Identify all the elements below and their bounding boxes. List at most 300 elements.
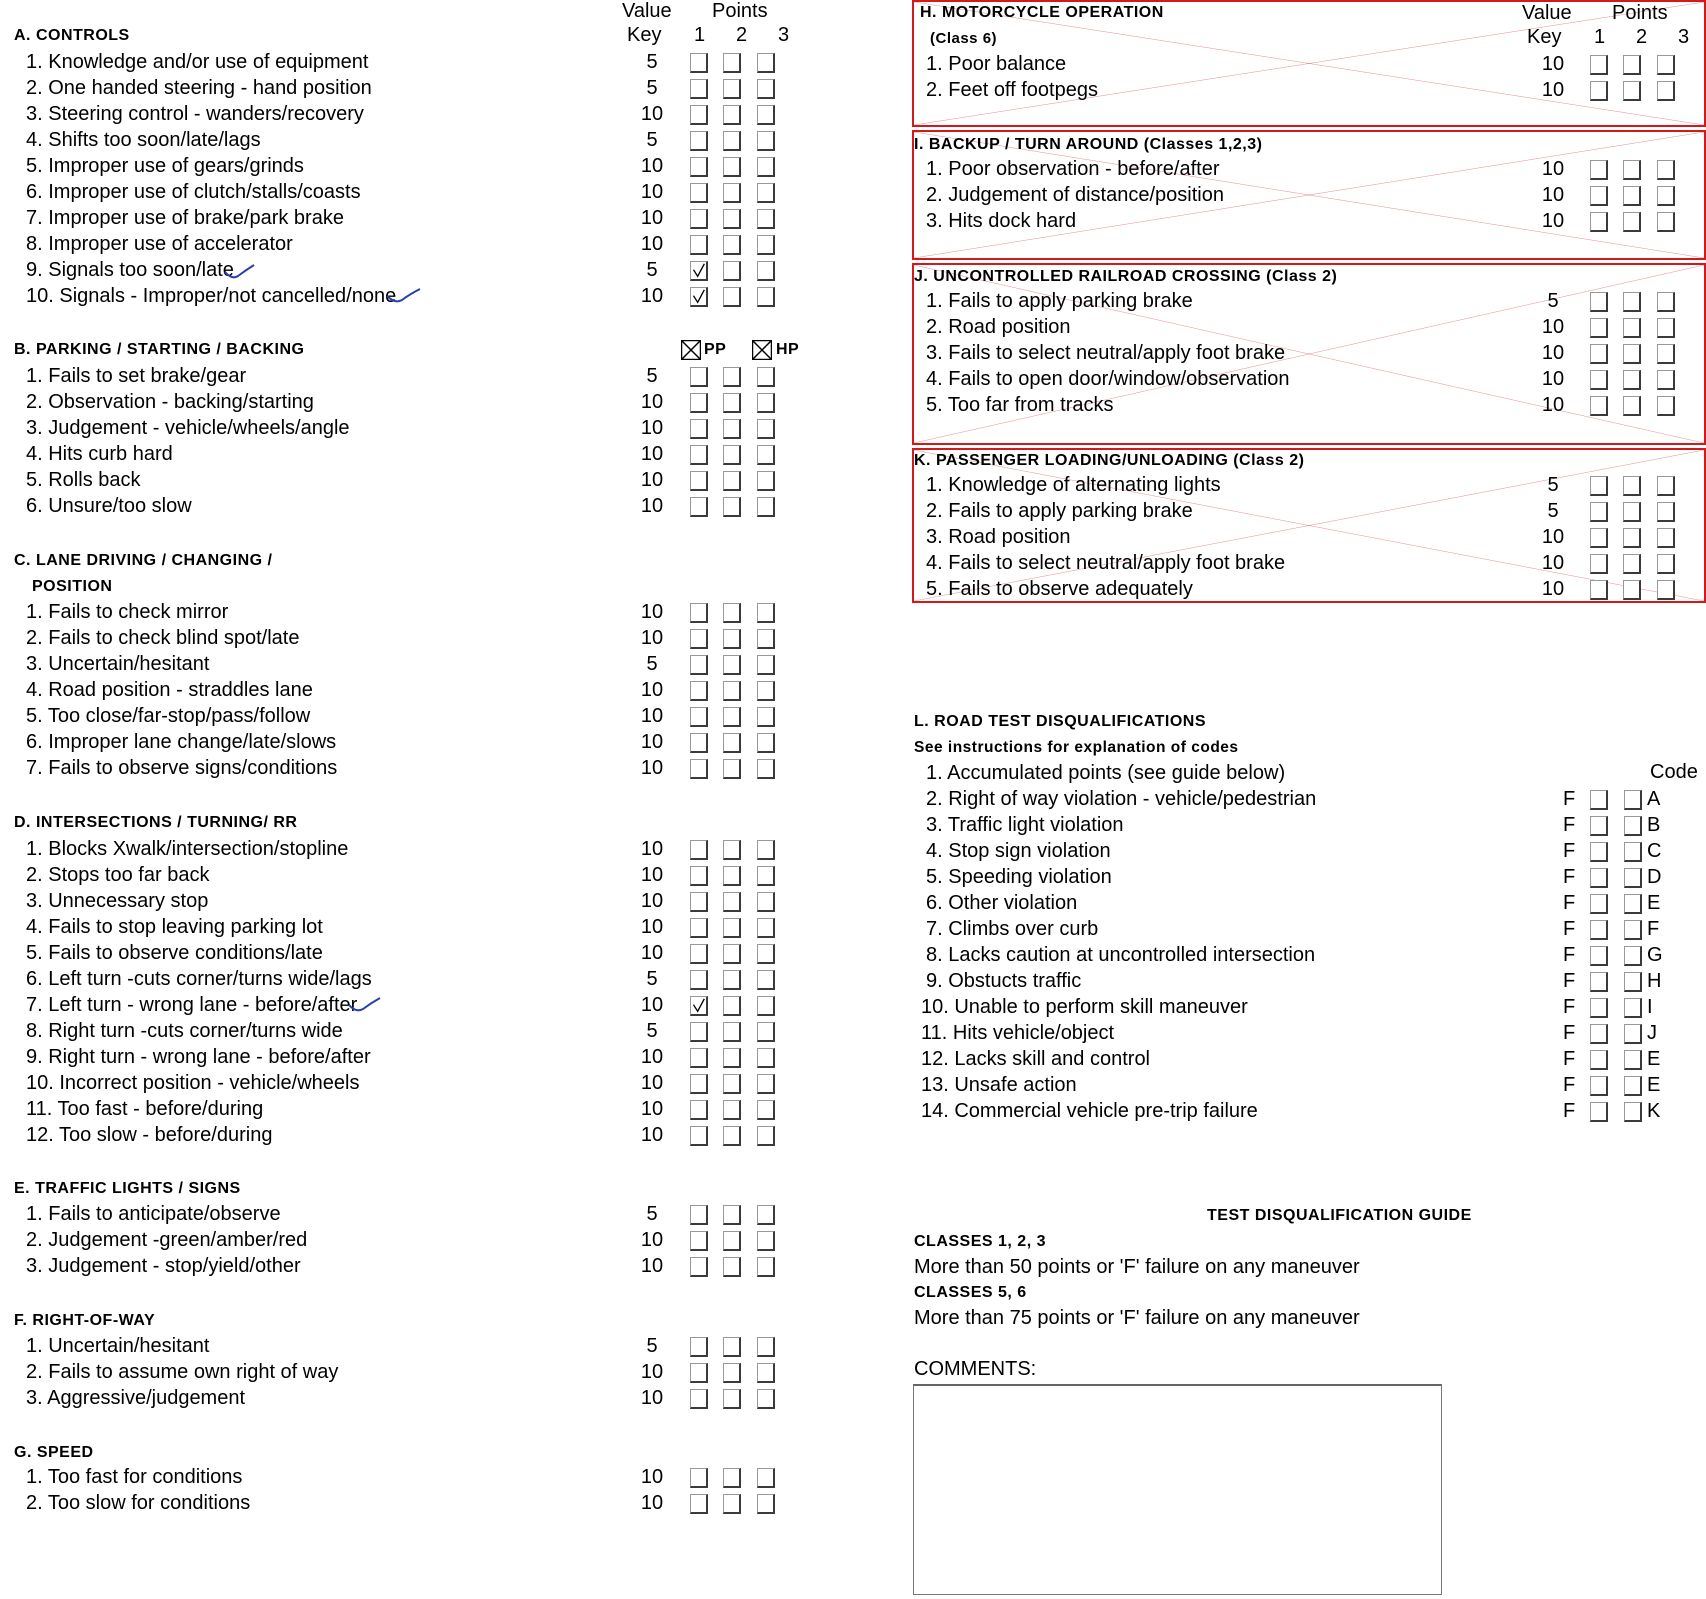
point-3-checkbox[interactable] xyxy=(757,681,775,701)
point-3-checkbox[interactable] xyxy=(1657,344,1675,364)
point-1-checkbox[interactable] xyxy=(1590,160,1608,180)
point-1-checkbox[interactable] xyxy=(690,1389,708,1409)
point-1-checkbox[interactable] xyxy=(1590,344,1608,364)
section-f-title: F. RIGHT-OF-WAY xyxy=(14,1312,156,1329)
point-2-checkbox[interactable] xyxy=(723,733,741,753)
point-1-checkbox[interactable] xyxy=(690,393,708,413)
point-2-checkbox[interactable] xyxy=(723,131,741,151)
point-2-checkbox[interactable] xyxy=(723,471,741,491)
point-1-checkbox[interactable] xyxy=(690,707,708,727)
item-label: 11. Too fast - before/during xyxy=(26,1098,264,1120)
point-2-checkbox[interactable] xyxy=(723,866,741,886)
value-key: 10 xyxy=(640,1361,664,1383)
value-key: 10 xyxy=(640,495,664,517)
point-1-checkbox[interactable] xyxy=(690,759,708,779)
code-checkbox[interactable] xyxy=(1624,998,1642,1018)
code-letter: D xyxy=(1647,866,1662,888)
point-3-checkbox[interactable] xyxy=(757,105,775,125)
point-1-checkbox[interactable] xyxy=(690,419,708,439)
point-3-checkbox[interactable] xyxy=(757,759,775,779)
item-label: 5. Fails to observe conditions/late xyxy=(26,942,323,964)
item-label: 8. Right turn -cuts corner/turns wide xyxy=(26,1020,343,1042)
value-key: 10 xyxy=(1541,552,1565,574)
point-3-checkbox[interactable] xyxy=(757,393,775,413)
item-label: 2. Feet off footpegs xyxy=(926,79,1098,101)
point-3-checkbox[interactable] xyxy=(757,1100,775,1120)
section-e-title: E. TRAFFIC LIGHTS / SIGNS xyxy=(14,1180,241,1197)
code-checkbox[interactable] xyxy=(1624,790,1642,810)
code-letter: K xyxy=(1647,1100,1661,1122)
value-key: 10 xyxy=(640,1229,664,1251)
point-3-checkbox[interactable] xyxy=(757,866,775,886)
item-label: 1. Fails to check mirror xyxy=(26,601,229,623)
point-3-checkbox[interactable] xyxy=(757,235,775,255)
code-letter: G xyxy=(1647,944,1663,966)
point-3-checkbox[interactable] xyxy=(757,53,775,73)
point-2-checkbox[interactable] xyxy=(1623,502,1641,522)
point-1-checkbox[interactable] xyxy=(1590,186,1608,206)
point-3-checkbox[interactable] xyxy=(757,497,775,517)
point-1-checkbox[interactable] xyxy=(690,131,708,151)
value-key: 10 xyxy=(640,1492,664,1514)
section-c-title-line2: POSITION xyxy=(32,578,113,595)
left-point-1-header: 1 xyxy=(694,24,706,46)
point-2-checkbox[interactable] xyxy=(723,603,741,623)
item-label: 3. Road position xyxy=(926,526,1071,548)
point-2-checkbox[interactable] xyxy=(723,1257,741,1277)
point-3-checkbox[interactable] xyxy=(1657,186,1675,206)
code-checkbox[interactable] xyxy=(1624,972,1642,992)
point-1-checkbox[interactable] xyxy=(690,235,708,255)
code-checkbox[interactable] xyxy=(1624,1050,1642,1070)
point-1-checkbox[interactable] xyxy=(1590,55,1608,75)
point-1-checkbox[interactable] xyxy=(690,996,708,1016)
code-checkbox[interactable] xyxy=(1624,894,1642,914)
point-1-checkbox[interactable] xyxy=(1590,502,1608,522)
section-h-subtitle: (Class 6) xyxy=(930,30,998,47)
point-1-checkbox[interactable] xyxy=(690,1494,708,1514)
point-1-checkbox[interactable] xyxy=(690,105,708,125)
point-2-checkbox[interactable] xyxy=(723,1100,741,1120)
code-checkbox[interactable] xyxy=(1624,920,1642,940)
fail-checkbox[interactable] xyxy=(1590,972,1608,992)
point-1-checkbox[interactable] xyxy=(690,1205,708,1225)
point-3-checkbox[interactable] xyxy=(757,1468,775,1488)
section-g-title: G. SPEED xyxy=(14,1444,94,1461)
item-label: 5. Improper use of gears/grinds xyxy=(26,155,304,177)
point-2-checkbox[interactable] xyxy=(723,1126,741,1146)
fail-checkbox[interactable] xyxy=(1590,998,1608,1018)
right-point-3-header: 3 xyxy=(1678,26,1690,48)
point-3-checkbox[interactable] xyxy=(757,287,775,307)
point-2-checkbox[interactable] xyxy=(723,1494,741,1514)
fail-marker: F xyxy=(1563,840,1576,862)
point-3-checkbox[interactable] xyxy=(757,79,775,99)
value-key: 10 xyxy=(640,864,664,886)
point-3-checkbox[interactable] xyxy=(1657,502,1675,522)
fail-checkbox[interactable] xyxy=(1590,816,1608,836)
point-2-checkbox[interactable] xyxy=(723,996,741,1016)
item-label: 3. Judgement - stop/yield/other xyxy=(26,1255,301,1277)
item-label: 2. Fails to assume own right of way xyxy=(26,1361,339,1383)
point-2-checkbox[interactable] xyxy=(723,918,741,938)
value-key: 5 xyxy=(646,129,658,151)
point-3-checkbox[interactable] xyxy=(1657,212,1675,232)
point-3-checkbox[interactable] xyxy=(757,367,775,387)
code-letter: F xyxy=(1647,918,1660,940)
point-2-checkbox[interactable] xyxy=(1623,160,1641,180)
fail-checkbox[interactable] xyxy=(1590,894,1608,914)
point-3-checkbox[interactable] xyxy=(757,157,775,177)
point-3-checkbox[interactable] xyxy=(1657,55,1675,75)
fail-marker: F xyxy=(1563,944,1576,966)
point-2-checkbox[interactable] xyxy=(1623,344,1641,364)
point-3-checkbox[interactable] xyxy=(1657,580,1675,600)
point-3-checkbox[interactable] xyxy=(757,1494,775,1514)
disqualification-label: 9. Obstucts traffic xyxy=(926,970,1082,992)
item-label: 2. Stops too far back xyxy=(26,864,210,886)
point-2-checkbox[interactable] xyxy=(723,287,741,307)
point-1-checkbox[interactable] xyxy=(690,445,708,465)
point-3-checkbox[interactable] xyxy=(757,840,775,860)
point-1-checkbox[interactable] xyxy=(690,157,708,177)
value-key: 10 xyxy=(1541,578,1565,600)
fail-checkbox[interactable] xyxy=(1590,946,1608,966)
point-3-checkbox[interactable] xyxy=(1657,476,1675,496)
point-1-checkbox[interactable] xyxy=(690,1231,708,1251)
point-3-checkbox[interactable] xyxy=(757,209,775,229)
point-2-checkbox[interactable] xyxy=(1623,318,1641,338)
point-1-checkbox[interactable] xyxy=(690,1363,708,1383)
fail-checkbox[interactable] xyxy=(1590,1076,1608,1096)
point-2-checkbox[interactable] xyxy=(723,1022,741,1042)
point-2-checkbox[interactable] xyxy=(1623,476,1641,496)
item-label: 9. Right turn - wrong lane - before/after xyxy=(26,1046,371,1068)
left-value-header: Value xyxy=(622,0,672,22)
item-label: 4. Road position - straddles lane xyxy=(26,679,313,701)
pp-checked-box[interactable] xyxy=(681,340,701,360)
point-2-checkbox[interactable] xyxy=(1623,580,1641,600)
point-1-checkbox[interactable] xyxy=(690,603,708,623)
point-2-checkbox[interactable] xyxy=(723,235,741,255)
point-1-checkbox[interactable] xyxy=(690,944,708,964)
fail-checkbox[interactable] xyxy=(1590,920,1608,940)
point-3-checkbox[interactable] xyxy=(1657,160,1675,180)
item-label: 10. Signals - Improper/not cancelled/none xyxy=(26,285,397,307)
point-1-checkbox[interactable] xyxy=(690,183,708,203)
pp-label: PP xyxy=(704,341,727,358)
value-key: 10 xyxy=(640,705,664,727)
point-3-checkbox[interactable] xyxy=(757,733,775,753)
point-3-checkbox[interactable] xyxy=(757,970,775,990)
point-3-checkbox[interactable] xyxy=(757,1363,775,1383)
disqualification-label: 8. Lacks caution at uncontrolled intersection xyxy=(926,944,1316,966)
point-1-checkbox[interactable] xyxy=(1590,81,1608,101)
point-1-checkbox[interactable] xyxy=(690,1126,708,1146)
point-1-checkbox[interactable] xyxy=(690,1337,708,1357)
point-2-checkbox[interactable] xyxy=(723,840,741,860)
point-1-checkbox[interactable] xyxy=(690,53,708,73)
guide-classes-1-2-3: CLASSES 1, 2, 3 xyxy=(914,1233,1046,1250)
item-label: 3. Judgement - vehicle/wheels/angle xyxy=(26,417,350,439)
point-3-checkbox[interactable] xyxy=(757,1126,775,1146)
point-1-checkbox[interactable] xyxy=(690,681,708,701)
point-3-checkbox[interactable] xyxy=(757,918,775,938)
point-2-checkbox[interactable] xyxy=(723,261,741,281)
item-label: 2. Fails to apply parking brake xyxy=(926,500,1193,522)
fail-checkbox[interactable] xyxy=(1590,842,1608,862)
left-key-header: Key xyxy=(627,24,662,46)
point-2-checkbox[interactable] xyxy=(723,419,741,439)
point-2-checkbox[interactable] xyxy=(723,105,741,125)
item-label: 7. Left turn - wrong lane - before/after xyxy=(26,994,358,1016)
code-letter: A xyxy=(1647,788,1661,810)
section-l-title: L. ROAD TEST DISQUALIFICATIONS xyxy=(914,713,1207,730)
point-1-checkbox[interactable] xyxy=(690,840,708,860)
right-key-header: Key xyxy=(1527,26,1562,48)
value-key: 10 xyxy=(640,731,664,753)
point-2-checkbox[interactable] xyxy=(1623,554,1641,574)
point-3-checkbox[interactable] xyxy=(757,445,775,465)
code-checkbox[interactable] xyxy=(1624,816,1642,836)
point-3-checkbox[interactable] xyxy=(1657,370,1675,390)
point-3-checkbox[interactable] xyxy=(757,707,775,727)
point-1-checkbox[interactable] xyxy=(690,287,708,307)
item-label: 2. Judgement of distance/position xyxy=(926,184,1224,206)
fail-checkbox[interactable] xyxy=(1590,1050,1608,1070)
point-1-checkbox[interactable] xyxy=(690,1074,708,1094)
value-key: 10 xyxy=(640,1072,664,1094)
point-2-checkbox[interactable] xyxy=(723,209,741,229)
value-key: 10 xyxy=(640,627,664,649)
point-1-checkbox[interactable] xyxy=(690,892,708,912)
point-2-checkbox[interactable] xyxy=(723,681,741,701)
point-2-checkbox[interactable] xyxy=(723,1205,741,1225)
value-key: 10 xyxy=(640,890,664,912)
point-3-checkbox[interactable] xyxy=(757,1022,775,1042)
point-2-checkbox[interactable] xyxy=(1623,81,1641,101)
point-2-checkbox[interactable] xyxy=(723,53,741,73)
point-2-checkbox[interactable] xyxy=(1623,528,1641,548)
point-2-checkbox[interactable] xyxy=(723,393,741,413)
item-label: 2. Observation - backing/starting xyxy=(26,391,314,413)
section-b-title: B. PARKING / STARTING / BACKING xyxy=(14,341,305,358)
value-key: 10 xyxy=(1541,368,1565,390)
point-1-checkbox[interactable] xyxy=(690,367,708,387)
point-2-checkbox[interactable] xyxy=(723,367,741,387)
point-3-checkbox[interactable] xyxy=(757,1205,775,1225)
point-3-checkbox[interactable] xyxy=(1657,554,1675,574)
point-3-checkbox[interactable] xyxy=(757,629,775,649)
point-2-checkbox[interactable] xyxy=(723,445,741,465)
point-1-checkbox[interactable] xyxy=(1590,476,1608,496)
point-2-checkbox[interactable] xyxy=(723,1363,741,1383)
value-key: 10 xyxy=(640,391,664,413)
point-3-checkbox[interactable] xyxy=(757,1231,775,1251)
point-2-checkbox[interactable] xyxy=(723,497,741,517)
point-2-checkbox[interactable] xyxy=(723,1337,741,1357)
value-key: 10 xyxy=(640,1466,664,1488)
point-2-checkbox[interactable] xyxy=(1623,370,1641,390)
point-1-checkbox[interactable] xyxy=(690,79,708,99)
item-label: 1. Poor balance xyxy=(926,53,1067,75)
item-label: 2. Judgement -green/amber/red xyxy=(26,1229,308,1251)
point-2-checkbox[interactable] xyxy=(1623,396,1641,416)
fail-checkbox[interactable] xyxy=(1590,1102,1608,1122)
fail-marker: F xyxy=(1563,1048,1576,1070)
value-key: 10 xyxy=(1541,79,1565,101)
right-point-1-header: 1 xyxy=(1594,26,1606,48)
point-3-checkbox[interactable] xyxy=(757,655,775,675)
code-checkbox[interactable] xyxy=(1624,946,1642,966)
code-letter: B xyxy=(1647,814,1661,836)
point-3-checkbox[interactable] xyxy=(1657,396,1675,416)
item-label: 5. Too close/far-stop/pass/follow xyxy=(26,705,311,727)
point-2-checkbox[interactable] xyxy=(723,1468,741,1488)
point-3-checkbox[interactable] xyxy=(1657,81,1675,101)
point-1-checkbox[interactable] xyxy=(690,733,708,753)
point-1-checkbox[interactable] xyxy=(1590,396,1608,416)
comments-label: COMMENTS: xyxy=(914,1358,1037,1380)
fail-checkbox[interactable] xyxy=(1590,868,1608,888)
point-3-checkbox[interactable] xyxy=(757,183,775,203)
point-2-checkbox[interactable] xyxy=(723,759,741,779)
point-3-checkbox[interactable] xyxy=(1657,528,1675,548)
disqualification-label: 11. Hits vehicle/object xyxy=(921,1022,1115,1044)
point-1-checkbox[interactable] xyxy=(690,970,708,990)
hp-checked-box[interactable] xyxy=(752,340,772,360)
value-key: 10 xyxy=(640,181,664,203)
point-1-checkbox[interactable] xyxy=(1590,292,1608,312)
item-label: 4. Fails to open door/window/observation xyxy=(926,368,1290,390)
point-2-checkbox[interactable] xyxy=(723,1389,741,1409)
point-2-checkbox[interactable] xyxy=(723,79,741,99)
point-1-checkbox[interactable] xyxy=(690,1100,708,1120)
point-3-checkbox[interactable] xyxy=(757,1389,775,1409)
point-3-checkbox[interactable] xyxy=(757,892,775,912)
point-2-checkbox[interactable] xyxy=(1623,292,1641,312)
point-1-checkbox[interactable] xyxy=(1590,528,1608,548)
point-3-checkbox[interactable] xyxy=(757,471,775,491)
code-letter: E xyxy=(1647,1074,1661,1096)
point-2-checkbox[interactable] xyxy=(1623,55,1641,75)
item-label: 5. Fails to observe adequately xyxy=(926,578,1193,600)
point-2-checkbox[interactable] xyxy=(723,629,741,649)
fail-marker: F xyxy=(1563,788,1576,810)
code-checkbox[interactable] xyxy=(1624,1076,1642,1096)
point-2-checkbox[interactable] xyxy=(1623,212,1641,232)
code-checkbox[interactable] xyxy=(1624,842,1642,862)
point-3-checkbox[interactable] xyxy=(757,1074,775,1094)
point-1-checkbox[interactable] xyxy=(1590,212,1608,232)
value-key: 5 xyxy=(646,968,658,990)
section-j-title: J. UNCONTROLLED RAILROAD CROSSING (Class 2) xyxy=(914,268,1338,285)
fail-checkbox[interactable] xyxy=(1590,1024,1608,1044)
value-key: 10 xyxy=(640,285,664,307)
point-1-checkbox[interactable] xyxy=(690,1048,708,1068)
point-1-checkbox[interactable] xyxy=(690,471,708,491)
point-3-checkbox[interactable] xyxy=(757,131,775,151)
point-1-checkbox[interactable] xyxy=(690,918,708,938)
point-2-checkbox[interactable] xyxy=(723,1048,741,1068)
point-3-checkbox[interactable] xyxy=(757,1048,775,1068)
value-key: 10 xyxy=(640,1255,664,1277)
value-key: 5 xyxy=(1547,500,1559,522)
item-label: 10. Incorrect position - vehicle/wheels xyxy=(26,1072,360,1094)
point-1-checkbox[interactable] xyxy=(690,497,708,517)
point-3-checkbox[interactable] xyxy=(757,261,775,281)
point-1-checkbox[interactable] xyxy=(690,209,708,229)
point-2-checkbox[interactable] xyxy=(723,707,741,727)
disqualification-label: 1. Accumulated points (see guide below) xyxy=(926,762,1286,784)
point-1-checkbox[interactable] xyxy=(690,866,708,886)
point-3-checkbox[interactable] xyxy=(1657,318,1675,338)
point-2-checkbox[interactable] xyxy=(723,944,741,964)
point-1-checkbox[interactable] xyxy=(690,1022,708,1042)
code-checkbox[interactable] xyxy=(1624,868,1642,888)
point-3-checkbox[interactable] xyxy=(757,1257,775,1277)
value-key: 10 xyxy=(640,155,664,177)
point-2-checkbox[interactable] xyxy=(723,183,741,203)
value-key: 10 xyxy=(640,233,664,255)
value-key: 10 xyxy=(1541,158,1565,180)
point-3-checkbox[interactable] xyxy=(1657,292,1675,312)
code-letter: I xyxy=(1647,996,1653,1018)
point-3-checkbox[interactable] xyxy=(757,944,775,964)
disqualification-label: 10. Unable to perform skill maneuver xyxy=(921,996,1248,1018)
value-key: 10 xyxy=(640,942,664,964)
guide-rule-2: More than 75 points or 'F' failure on any maneuver xyxy=(914,1307,1360,1329)
point-2-checkbox[interactable] xyxy=(1623,186,1641,206)
point-1-checkbox[interactable] xyxy=(690,655,708,675)
point-3-checkbox[interactable] xyxy=(757,603,775,623)
point-1-checkbox[interactable] xyxy=(690,1468,708,1488)
value-key: 10 xyxy=(640,103,664,125)
point-2-checkbox[interactable] xyxy=(723,157,741,177)
comments-textbox[interactable] xyxy=(913,1384,1442,1595)
fail-checkbox[interactable] xyxy=(1590,790,1608,810)
point-1-checkbox[interactable] xyxy=(1590,554,1608,574)
code-checkbox[interactable] xyxy=(1624,1102,1642,1122)
point-2-checkbox[interactable] xyxy=(723,970,741,990)
point-2-checkbox[interactable] xyxy=(723,1074,741,1094)
point-1-checkbox[interactable] xyxy=(1590,370,1608,390)
point-2-checkbox[interactable] xyxy=(723,892,741,912)
point-1-checkbox[interactable] xyxy=(690,629,708,649)
disqualification-label: 4. Stop sign violation xyxy=(926,840,1111,862)
right-value-header: Value xyxy=(1522,2,1572,24)
point-1-checkbox[interactable] xyxy=(1590,318,1608,338)
item-label: 5. Rolls back xyxy=(26,469,141,491)
item-label: 1. Fails to apply parking brake xyxy=(926,290,1193,312)
item-label: 1. Fails to anticipate/observe xyxy=(26,1203,281,1225)
point-1-checkbox[interactable] xyxy=(690,261,708,281)
point-1-checkbox[interactable] xyxy=(690,1257,708,1277)
item-label: 3. Fails to select neutral/apply foot brake xyxy=(926,342,1286,364)
item-label: 2. Fails to check blind spot/late xyxy=(26,627,300,649)
item-label: 4. Fails to select neutral/apply foot brake xyxy=(926,552,1286,574)
point-1-checkbox[interactable] xyxy=(1590,580,1608,600)
value-key: 10 xyxy=(640,1124,664,1146)
code-checkbox[interactable] xyxy=(1624,1024,1642,1044)
point-3-checkbox[interactable] xyxy=(757,1337,775,1357)
point-2-checkbox[interactable] xyxy=(723,655,741,675)
point-2-checkbox[interactable] xyxy=(723,1231,741,1251)
point-3-checkbox[interactable] xyxy=(757,996,775,1016)
point-3-checkbox[interactable] xyxy=(757,419,775,439)
hp-label: HP xyxy=(776,341,800,358)
value-key: 10 xyxy=(1541,316,1565,338)
